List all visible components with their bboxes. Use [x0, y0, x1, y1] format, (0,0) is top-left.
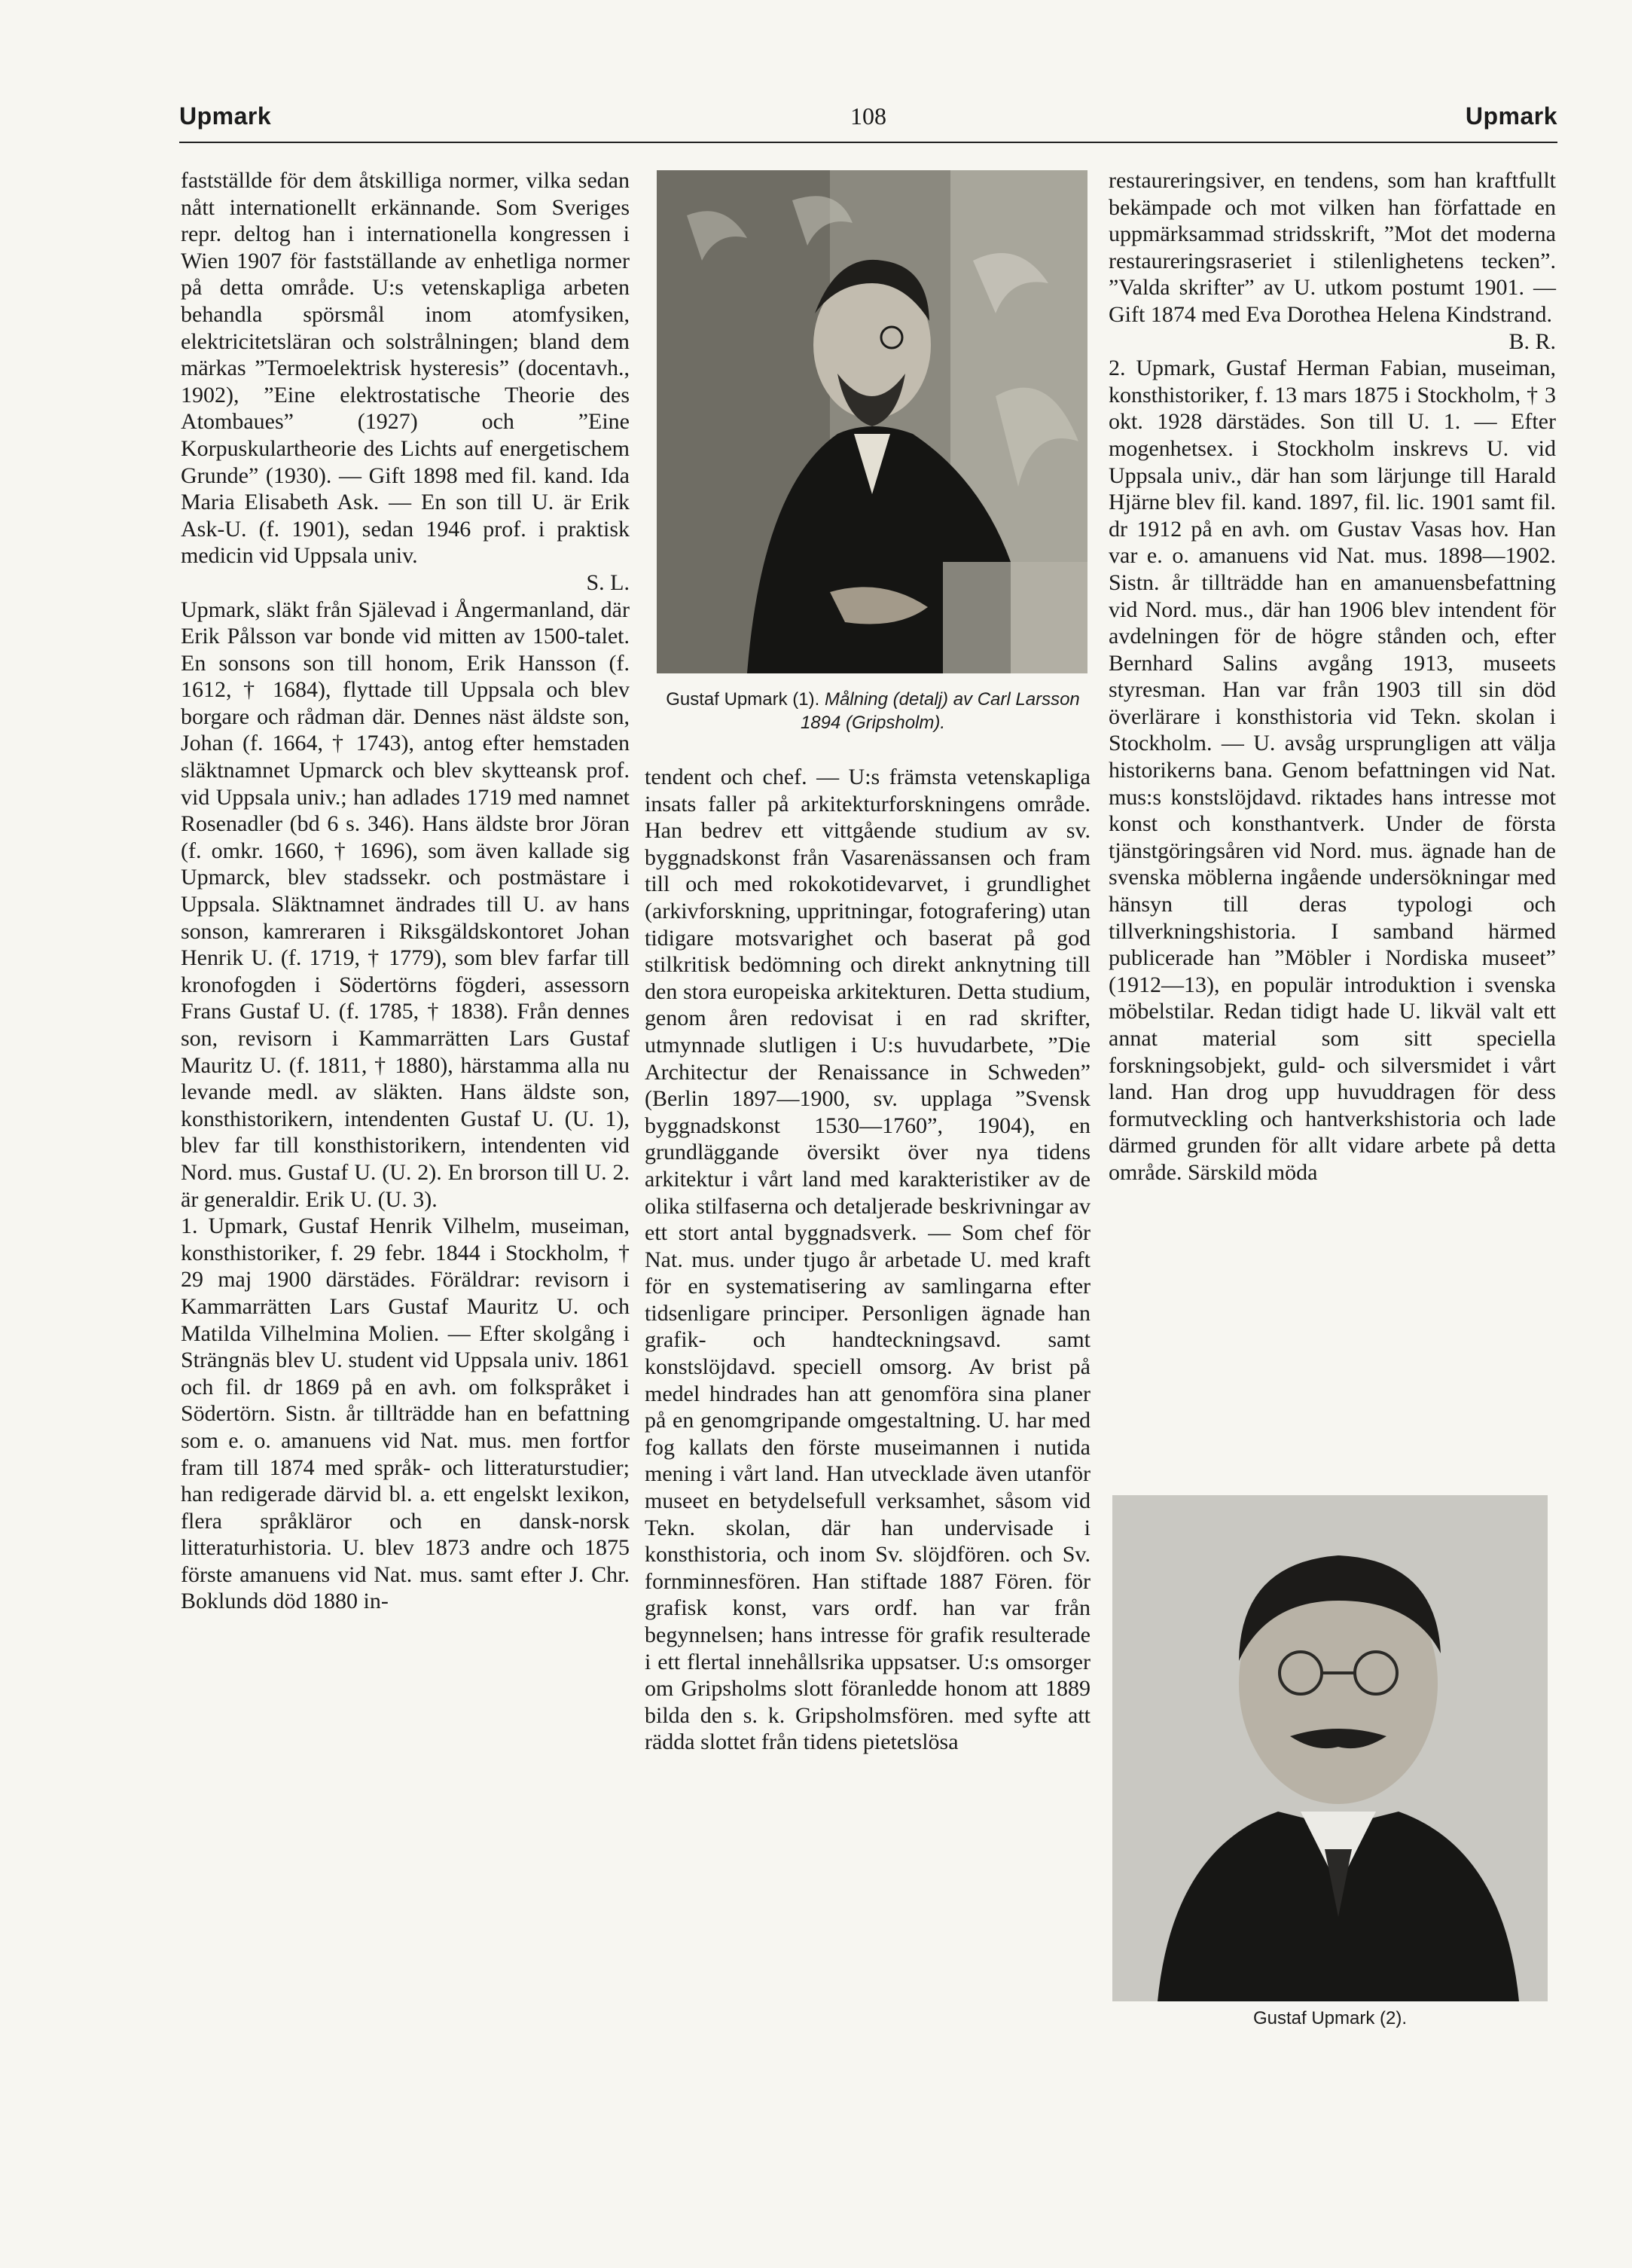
column-3: [1109, 167, 1556, 1186]
paragraph-text: Upmark, släkt från Själevad i Ångermanland, där Erik Pålsson var bonde vid mitten av 1500-talet. En sonsons son till honom, Erik Hansson (f. 1612, † 1684), flyttade till Uppsala och blev borgare och rådman där. Dennes näst äldste son, Johan (f. 1664, † 1743), antog efter hemstaden släktnamnet Upmarck och blev skytteansk prof. vid Uppsala univ.; han adlades 1719 med namnet Rosenadler (bd 6 s. 346). Hans äldste bror Jöran (f. omkr. 1660, † 1696), som även kallade sig Upmarck, blev stadssekr. och postmästare i Uppsala. Släktnamnet ändrades till U. av hans sonson, kamreraren i Riksgäldskontoret Johan Henrik U. (f. 1719, † 1779), som blev farfar till kronofogden i Södertörns fögderi, assessorn Frans Gustaf U. (f. 1785, † 1838). Från dennes son, revisorn i Kammarrätten Lars Gustaf Mauritz U. (f. 1811, † 1880), härstamma alla nu levande medl. av släkten. Hans äldste son, konsthistorikern, intendenten Gustaf U. (U. 1), blev far till konsthistorikern, intendenten vid Nord. mus. Gustaf U. (U. 2). En brorson till U. 2. är generaldir. Erik U. (U. 3).: [181, 597, 630, 1212]
signature: B. R.: [1508, 328, 1556, 354]
paragraph: [1109, 355, 1556, 1186]
signature: S. L.: [586, 569, 630, 595]
page-number: 108: [850, 102, 886, 130]
portrait-photograph-drawing: [1112, 1495, 1548, 2001]
paragraph: [181, 167, 630, 569]
paragraph: [181, 597, 630, 1213]
header-left-word: Upmark: [179, 102, 272, 130]
paragraph-text: fastställde för dem åtskilliga normer, vilka sedan nått internationellt erkännande. Som Sveriges repr. deltog han i internationella kongressen i Wien 1907 för fastställande av enhetliga normer på detta område. U:s vetenskapliga arbeten behandla spörsmål inom atomfysiken, elektricitetsläran och solstrålningen; bland dem märkas ”Termoelektrisk hysteresis” (docentavh., 1902), ”Eine elektrostatische Theorie des Atombaues” (1927) och ”Eine Korpuskulartheorie des Lichts auf energetischem Grunde” (1930). — Gift 1898 med fil. kand. Ida Maria Elisabeth Ask. — En son till U. är Erik Ask-U. (f. 1901), sedan 1946 prof. i praktisk medicin vid Uppsala univ.: [181, 168, 630, 569]
portrait-painting-drawing: [657, 170, 1087, 673]
header-right-word: Upmark: [1465, 102, 1557, 130]
caption-description: Målning (detalj) av Carl Larsson 1894 (Gripsholm).: [800, 689, 1080, 733]
paragraph: [645, 764, 1091, 1756]
running-header: [179, 96, 1557, 143]
paragraph-text: 1. Upmark, Gustaf Henrik Vilhelm, museiman, konsthistoriker, f. 29 febr. 1844 i Stockholm, † 29 maj 1900 därstädes. Föräldrar: revisorn i Kammarrätten Lars Gustaf Mauritz U. och Matilda Vilhelmina Molien. — Efter skolgång i Strängnäs blev U. student vid Uppsala univ. 1861 och fil. dr 1869 på en avh. om folkspråket i Södertörn. Sistn. år tillträdde han en befattning som e. o. amanuens vid Nat. mus. men fortfor fram till 1874 med språk- och litteraturstudier; han redigerade därvid bl. a. ett engelskt lexikon, flera språkläror och en dansk-norsk litteraturhistoria. U. blev 1873 andre och 1875 förste amanuens vid Nat. mus. samt efter J. Chr. Boklunds död 1880 in-: [181, 1213, 630, 1614]
paragraph-text: 2. Upmark, Gustaf Herman Fabian, museiman, konsthistoriker, f. 13 mars 1875 i Stockholm, † 3 okt. 1928 därstädes. Son till U. 1. — Efter mogenhetsex. i Stockholm inskrevs U. vid Uppsala univ., där han som lärjunge till Harald Hjärne blev fil. kand. 1897, fil. lic. 1901 samt fil. dr 1912 på en avh. om Gustav Vasas hov. Han var e. o. amanuens vid Nat. mus. 1898—1902. Sistn. år tillträdde han en amanuensbefattning vid Nord. mus., där han 1906 blev intendent för avdelningen för de högre stånden och, efter Bernhard Salins avgång 1913, museets styresman. Han var från 1903 till sin död överlärare i konsthistoria vid Tekn. skolan i Stockholm. — U. avsåg ursprungligen att välja historikerns bana. Genom befattningen vid Nat. mus:s konstslöjdavd. riktades hans intresse mot konst och konsthantverk. Under de första tjänstgöringsåren vid Nord. mus. ägnade han de svenska möblerna ingående undersökningar med hänsyn till deras typologi och tillverkningshistoria. I samband härmed publicerade han ”Möbler i Nordiska museet” (1912—13), en populär introduktion i svenska möbelstilar. Redan tidigt hade U. likväl valt ett annat material som sitt speciella forskningsobjekt, guld- och silversmidet i vårt land. Han drog upp huvuddragen för dess formutveckling och hantverkshistoria och lade därmed grunden för allt vidare arbete på detta område. Särskild möda: [1109, 356, 1556, 1185]
caption-name: Gustaf Upmark (1).: [666, 689, 820, 710]
portrait-painting-image: [657, 170, 1087, 673]
column-1: [181, 167, 630, 1615]
photo-2-caption: Gustaf Upmark (2).: [1252, 2008, 1408, 2028]
paragraph-text: restaureringsiver, en tendens, som han kraftfullt bekämpade och mot vilken han författade en uppmärksammad stridsskrift, ”Mot det moderna restaureringsraseriet i stilenlighetens tecken”. ”Valda skrifter” av U. utkom postumt 1901. — Gift 1874 med Eva Dorothea Helena Kindstrand.: [1109, 168, 1556, 327]
paragraph: [181, 1213, 630, 1615]
column-2: [645, 764, 1091, 1756]
photo-1-caption: [649, 688, 1097, 734]
paragraph-text: tendent och chef. — U:s främsta vetenskapliga insats faller på arkitekturforskningens område. Han bedrev ett vittgående studium av sv. byggnadskonst från Vasarenässansen och fram till och med rokokotidevarvet, i grundlighet (arkivforskning, uppritningar, fotografering) utan tidigare motsvarighet och baserat på god stilkritisk bedömning och direkt anknytning till den stora europeiska arkitekturen. Detta studium, genom åren redovisat i en rad skrifter, utmynnade slutligen i U:s huvudarbete, ”Die Architectur der Renaissance in Schweden” (Berlin 1897—1900, sv. upplaga ”Svensk byggnadskonst 1530—1760”, 1904), en grundläggande översikt över nya tidens arkitektur i vårt land med karakteristiker av de olika stilfaserna och detaljerade beskrivningar av ett stort antal byggnadsverk. — Som chef för Nat. mus. under tjugo år arbetade U. med kraft för en systematisering av samlingarna efter tidsenligare principer. Personligen ägnade han grafik- och handteckningsavd. samt konstslöjdavd. speciell omsorg. Av brist på medel hindrades han att genomföra sina planer på en genomgripande omgestaltning. U. har med fog kallats den förste museimannen i nutida mening i vårt land. Han utvecklade även utanför museet en betydelsefull verksamhet, såsom vid Tekn. skolan, där han undervisade i konsthistoria, och inom Sv. slöjdfören. och Sv. fornminnesfören. Han stiftade 1887 Fören. för grafisk konst, vars ordf. han var från begynnelsen; hans intresse för grafik resulterade i ett flertal innehållsrika uppsatser. U:s omsorger om Gripsholms slott föranledde honom att 1889 bilda den s. k. Gripsholmsfören. med syfte att rädda slottet från tidens pietetslösa: [645, 765, 1091, 1755]
portrait-photograph-image: [1112, 1495, 1548, 2001]
paragraph: [1109, 167, 1556, 328]
